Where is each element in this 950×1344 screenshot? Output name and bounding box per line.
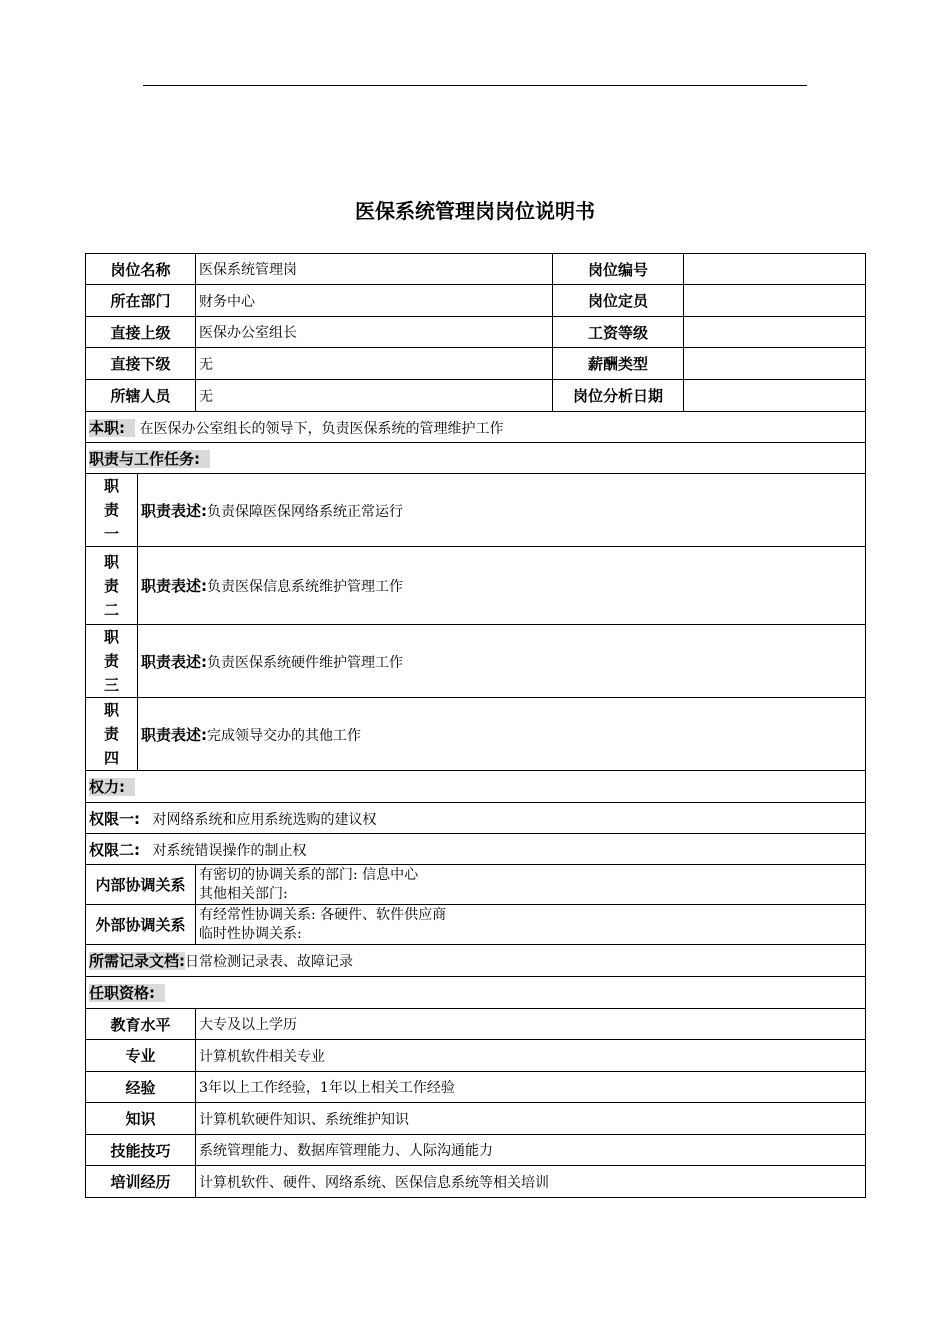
basic-label: 直接上级: [86, 317, 196, 348]
duty-desc-label: 职责表述:: [141, 577, 207, 595]
duty-row: [86, 474, 866, 547]
qualification-value: 大专及以上学历: [196, 1009, 866, 1040]
basic-label: 直接下级: [86, 348, 196, 380]
qualification-row: [86, 1040, 866, 1072]
authority-header-row: [86, 771, 866, 803]
duty-desc-text: 负责保障医保网络系统正常运行: [207, 503, 403, 520]
basic-row: [86, 348, 866, 380]
duty-number: 职 责 四: [86, 698, 138, 771]
duty-row: [86, 625, 866, 698]
basic-value: [684, 285, 866, 317]
authority-row: [86, 803, 866, 834]
duty-desc-label: 职责表述:: [141, 501, 207, 520]
qualification-label: 教育水平: [86, 1009, 196, 1040]
basic-value: [684, 348, 866, 380]
basic-row: [86, 317, 866, 348]
qualification-value: 3年以上工作经验，1年以上相关工作经验: [196, 1072, 866, 1103]
basic-value: 无: [196, 348, 553, 380]
qualification-row: [86, 1103, 866, 1135]
basic-row: [86, 254, 866, 285]
basic-value: 医保办公室组长: [196, 317, 553, 348]
authority-label: 权限二:: [89, 840, 140, 859]
duty-desc-label: 职责表述:: [141, 725, 207, 744]
basic-label: 所在部门: [86, 285, 196, 317]
duty-number: 职 责 二: [86, 547, 138, 625]
qualification-value: 计算机软件相关专业: [196, 1040, 866, 1072]
qualification-label: 专业: [86, 1040, 196, 1072]
basic-value: 财务中心: [196, 285, 553, 317]
basic-value: [684, 380, 866, 412]
document-title: 医保系统管理岗岗位说明书: [355, 199, 595, 223]
authority-row: [86, 834, 866, 865]
qualification-label: 知识: [86, 1103, 196, 1135]
authority-label: 权限一:: [89, 809, 140, 828]
relation-value: 有经常性协调关系: 各硬件、软件供应商 临时性协调关系:: [196, 905, 866, 945]
qualification-value: 系统管理能力、数据库管理能力、人际沟通能力: [196, 1135, 866, 1166]
basic-row: [86, 380, 866, 412]
basic-label: 岗位编号: [553, 254, 684, 285]
basic-label: 工资等级: [553, 317, 684, 348]
basic-value: [684, 254, 866, 285]
qualification-row: [86, 1166, 866, 1198]
qualification-value: 计算机软硬件知识、系统维护知识: [196, 1103, 866, 1135]
main-duty-label: 本职:: [89, 419, 135, 437]
basic-value: 医保系统管理岗: [196, 254, 553, 285]
duty-row: [86, 698, 866, 771]
duty-desc-text: 负责医保系统硬件维护管理工作: [207, 654, 403, 671]
basic-value: [684, 317, 866, 348]
duty-number: 职 责 一: [86, 474, 138, 547]
qualifications-header: 任职资格:: [89, 984, 165, 1002]
basic-label: 所辖人员: [86, 380, 196, 412]
authority-text: 对系统错误操作的制止权: [152, 842, 307, 859]
qualification-label: 技能技巧: [86, 1135, 196, 1166]
duty-desc-label: 职责表述:: [141, 652, 207, 671]
basic-label: 岗位分析日期: [553, 380, 684, 412]
records-text: 日常检测记录表、故障记录: [185, 954, 353, 970]
qualification-value: 计算机软件、硬件、网络系统、医保信息系统等相关培训: [196, 1166, 866, 1198]
authority-header: 权力:: [89, 778, 135, 796]
relation-label: 外部协调关系: [86, 905, 196, 945]
relation-value: 有密切的协调关系的部门: 信息中心 其他相关部门:: [196, 865, 866, 905]
main-duty-row: [86, 412, 866, 443]
main-duty-text: 在医保办公室组长的领导下，负责医保系统的管理维护工作: [139, 420, 504, 437]
relation-row: [86, 905, 866, 945]
duty-number: 职 责 三: [86, 625, 138, 698]
basic-row: [86, 285, 866, 317]
duty-desc-text: 完成领导交办的其他工作: [207, 727, 361, 744]
records-label: 所需记录文档:: [89, 952, 185, 970]
authority-text: 对网络系统和应用系统选购的建议权: [152, 811, 377, 828]
duties-header-row: [86, 443, 866, 474]
duty-desc-text: 负责医保信息系统维护管理工作: [207, 579, 403, 595]
duty-row: [86, 547, 866, 625]
qualifications-header-row: [86, 977, 866, 1009]
basic-label: 薪酬类型: [553, 348, 684, 380]
duties-header: 职责与工作任务:: [89, 450, 210, 468]
relation-label: 内部协调关系: [86, 865, 196, 905]
qualification-label: 培训经历: [86, 1166, 196, 1198]
job-description-table: [85, 253, 865, 1198]
qualification-row: [86, 1135, 866, 1166]
header-rule: [143, 85, 807, 86]
basic-value: 无: [196, 380, 553, 412]
relation-row: [86, 865, 866, 905]
qualification-row: [86, 1072, 866, 1103]
records-row: [86, 945, 866, 977]
basic-label: 岗位名称: [86, 254, 196, 285]
qualification-row: [86, 1009, 866, 1040]
basic-label: 岗位定员: [553, 285, 684, 317]
qualification-label: 经验: [86, 1072, 196, 1103]
